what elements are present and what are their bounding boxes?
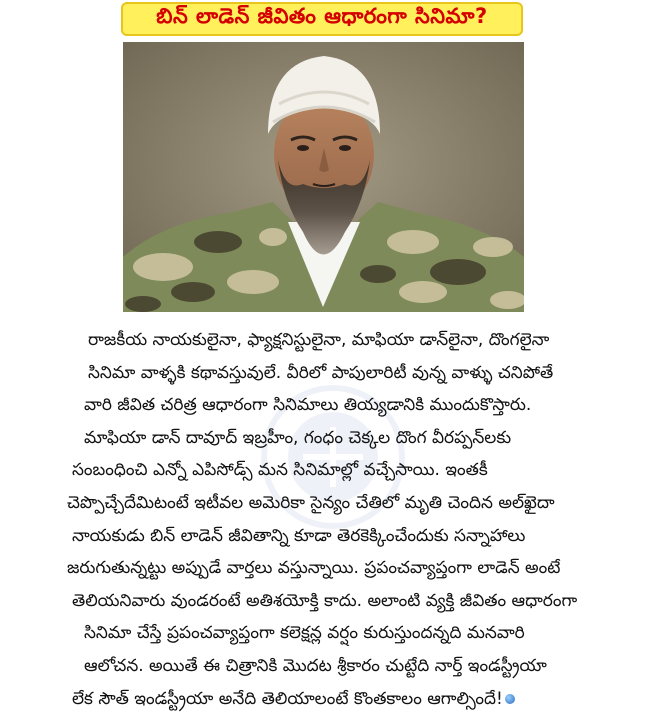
article-line: సినిమా వాళ్ళకి కథావస్తువులే. వీరిలో పాపులారిటీ వున్న వాళ్ళు చనిపోతే bbox=[88, 362, 554, 383]
article-line-last bbox=[0, 683, 650, 715]
article-line: ఆలోచన. అయితే ఈ చిత్రానికి మొదట శ్రీకారం చుట్టేది నార్త్ ఇండస్ట్రీయా bbox=[84, 655, 547, 676]
article-line: చెప్పొచ్చేదేమిటంటే ఇటీవల అమెరికా సైన్యం చేతిలో మృతి చెందిన అల్‌ఖైదా bbox=[67, 492, 555, 513]
article-line: వారి జీవిత చరిత్ర ఆధారంగా సినిమాలు తియ్యడానికి ముందుకొస్తారు. bbox=[84, 395, 532, 416]
article-line: సినిమా చేస్తే ప్రపంచవ్యాప్తంగా కలెక్షన్ల వర్షం కురుస్తుందన్నది మనవారి bbox=[84, 623, 525, 644]
headline-box bbox=[121, 2, 523, 36]
article-line: జరుగుతున్నట్టు అప్పుడే వార్తలు వస్తున్నాయి. ప్రపంచవ్యాప్తంగా లాడెన్ అంటే bbox=[67, 558, 561, 579]
article-photo bbox=[123, 42, 524, 312]
headline: బిన్ లాడెన్ జీవితం ఆధారంగా సినిమా? bbox=[156, 4, 488, 28]
article-line: మాఫియా డాన్ దావూద్ ఇబ్రహీం, గంధం చెక్కల దొంగ వీరప్పన్‌లకు bbox=[84, 427, 512, 448]
article-body bbox=[0, 324, 650, 715]
portrait-photo bbox=[123, 42, 524, 312]
globe-bullet-icon bbox=[505, 694, 515, 704]
article-line-text: లేక సౌత్ ఇండస్ట్రీయా అనేది తెలియాలంటే కొంతకాలం ఆగాల్సిందే! bbox=[72, 688, 503, 709]
article-line: నాయకుడు బిన్ లాడెన్ జీవితాన్ని కూడా తెరకెక్కించేందుకు సన్నాహాలు bbox=[72, 525, 526, 546]
article-line: సంబంధించి ఎన్నో ఎపిసోడ్స్ మన సినిమాల్లో వచ్చేసాయి. ఇంతకీ bbox=[72, 460, 488, 481]
article-line: తెలియనివారు వుండరంటే అతిశయోక్తి కాదు. అలాంటి వ్యక్తి జీవితం ఆధారంగా bbox=[72, 590, 578, 611]
article-line: రాజకీయ నాయకులైనా, ఫ్యాక్షనిస్టులైనా, మాఫియా డాన్‌లైనా, దొంగలైనా bbox=[88, 330, 550, 350]
